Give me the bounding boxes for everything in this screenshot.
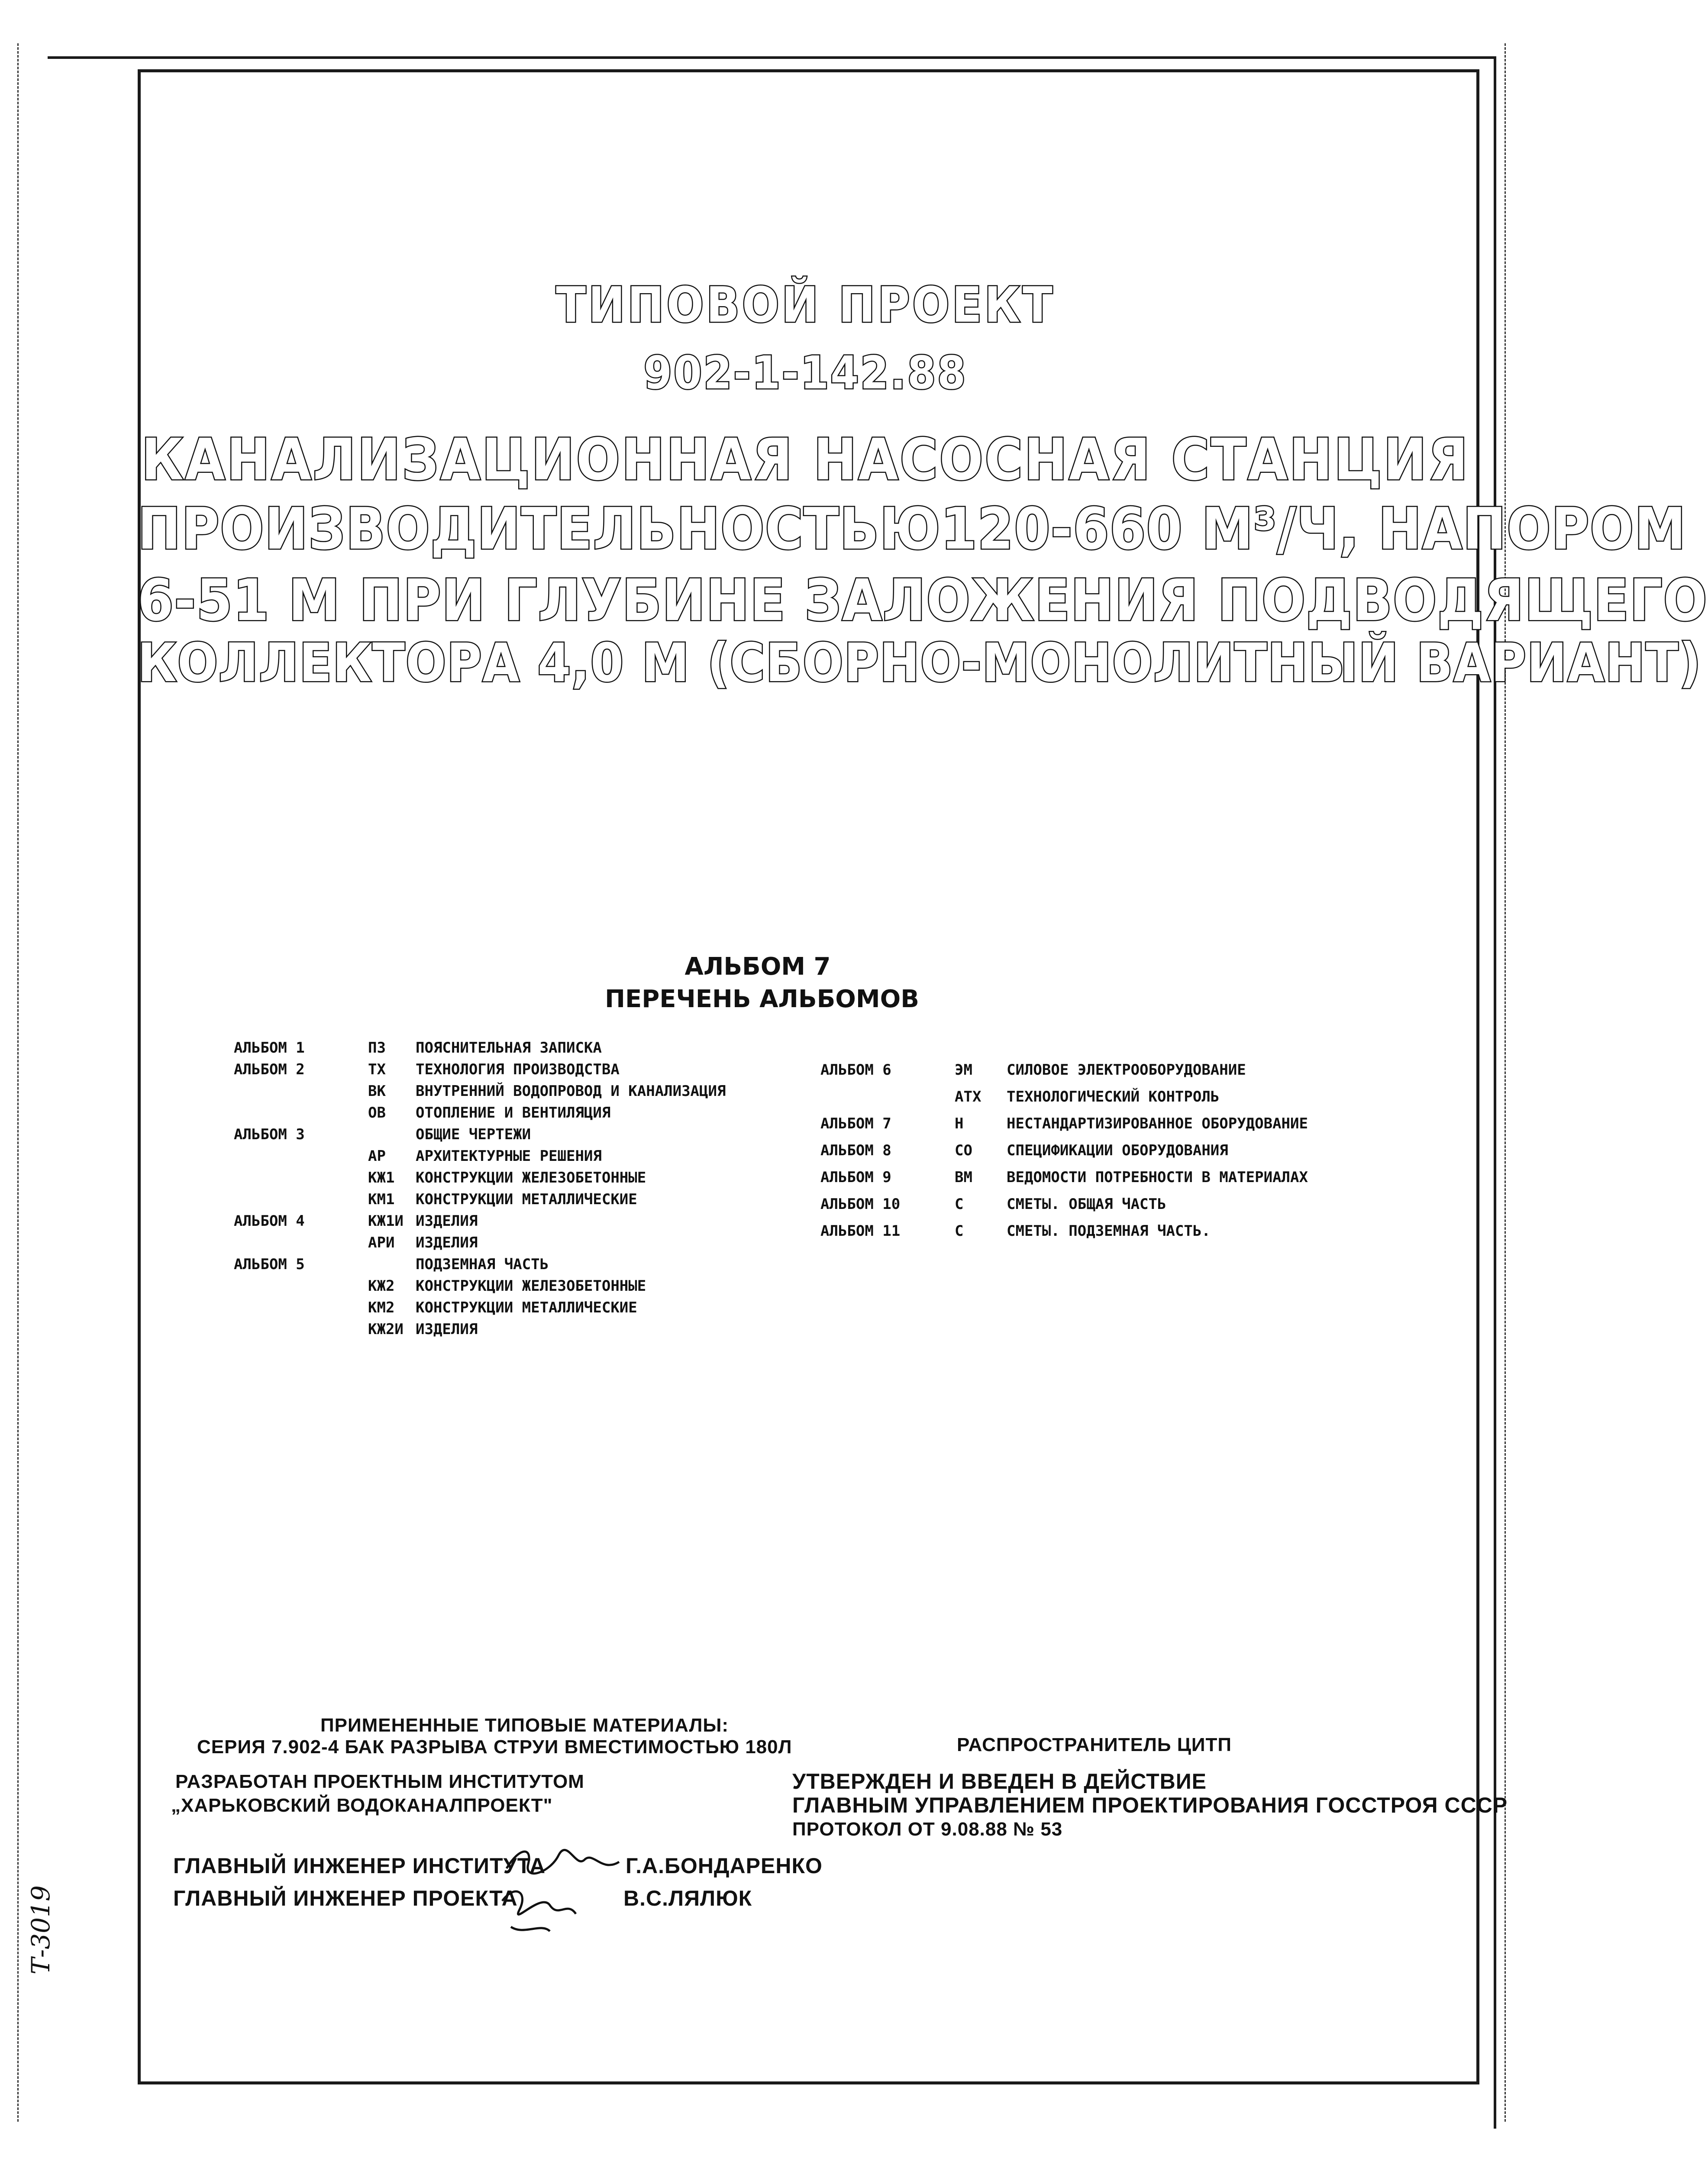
album-list-row bbox=[234, 1297, 726, 1318]
album-description: СПЕЦИФИКАЦИИ ОБОРУДОВАНИЯ bbox=[1007, 1142, 1228, 1159]
developed-by-1: РАЗРАБОТАН ПРОЕКТНЫМ ИНСТИТУТОМ bbox=[175, 1771, 584, 1792]
album-list-row bbox=[820, 1218, 1308, 1244]
album-code: АР bbox=[368, 1147, 386, 1165]
album-code: КЖ2И bbox=[368, 1321, 404, 1338]
album-code: ЭМ bbox=[955, 1061, 972, 1079]
album-code: КЖ1 bbox=[368, 1169, 395, 1186]
album-list-row bbox=[234, 1037, 726, 1059]
title-line-3: КАНАЛИЗАЦИОННАЯ НАСОСНАЯ СТАНЦИЯ bbox=[141, 427, 1470, 493]
album-description: СИЛОВОЕ ЭЛЕКТРООБОРУДОВАНИЕ bbox=[1007, 1061, 1246, 1079]
applied-materials-series: СЕРИЯ 7.902-4 БАК РАЗРЫВА СТРУИ ВМЕСТИМОСТЬЮ 180Л bbox=[197, 1736, 792, 1758]
album-description: ТЕХНОЛОГИЧЕСКИЙ КОНТРОЛЬ bbox=[1007, 1088, 1220, 1105]
album-description: КОНСТРУКЦИИ ЖЕЛЕЗОБЕТОННЫЕ bbox=[416, 1169, 646, 1186]
album-description: КОНСТРУКЦИИ МЕТАЛЛИЧЕСКИЕ bbox=[416, 1299, 637, 1316]
title-line-4: ПРОИЗВОДИТЕЛЬНОСТЬЮ120-660 М³/Ч, НАПОРОМ bbox=[138, 496, 1687, 562]
distributor: РАСПРОСТРАНИТЕЛЬ ЦИТП bbox=[957, 1734, 1232, 1755]
developed-by-2: „ХАРЬКОВСКИЙ ВОДОКАНАЛПРОЕКТ" bbox=[171, 1795, 553, 1816]
album-number: АЛЬБОМ 10 bbox=[820, 1196, 901, 1213]
left-album-list bbox=[234, 1037, 726, 1340]
album-description: СМЕТЫ. ПОДЗЕМНАЯ ЧАСТЬ. bbox=[1007, 1222, 1211, 1240]
album-number: АЛЬБОМ 8 bbox=[820, 1142, 891, 1159]
album-code: ОВ bbox=[368, 1104, 386, 1121]
album-number: АЛЬБОМ 5 bbox=[234, 1256, 305, 1273]
album-list-row bbox=[234, 1254, 726, 1275]
right-album-list bbox=[820, 1057, 1308, 1244]
album-description: НЕСТАНДАРТИЗИРОВАННОЕ ОБОРУДОВАНИЕ bbox=[1007, 1115, 1308, 1132]
album-list-row bbox=[234, 1318, 726, 1340]
album-description: ОТОПЛЕНИЕ И ВЕНТИЛЯЦИЯ bbox=[416, 1104, 611, 1121]
album-code: КМ1 bbox=[368, 1191, 395, 1208]
album-number: АЛЬБОМ 7 bbox=[820, 1115, 891, 1132]
album-description: ВНУТРЕННИЙ ВОДОПРОВОД И КАНАЛИЗАЦИЯ bbox=[416, 1082, 726, 1100]
album-number: АЛЬБОМ 1 bbox=[234, 1039, 305, 1057]
album-number: АЛЬБОМ 2 bbox=[234, 1061, 305, 1078]
left-margin-rule bbox=[17, 43, 19, 2122]
album-number: АЛЬБОМ 9 bbox=[820, 1169, 891, 1186]
approved-1: УТВЕРЖДЕН И ВВЕДЕН В ДЕЙСТВИЕ bbox=[792, 1769, 1207, 1793]
archive-stamp: Т-3019 bbox=[26, 1885, 55, 1974]
title-line-6: КОЛЛЕКТОРА 4,0 М (СБОРНО-МОНОЛИТНЫЙ ВАРИАНТ) bbox=[138, 632, 1702, 694]
applied-materials-title: ПРИМЕНЕННЫЕ ТИПОВЫЕ МАТЕРИАЛЫ: bbox=[320, 1715, 729, 1736]
album-list-title: ПЕРЕЧЕНЬ АЛЬБОМОВ bbox=[605, 985, 919, 1013]
album-list-row bbox=[820, 1083, 1308, 1110]
album-code: АТХ bbox=[955, 1088, 982, 1105]
album-code: КЖ1И bbox=[368, 1212, 404, 1230]
album-list-row bbox=[234, 1167, 726, 1189]
album-list-row bbox=[234, 1275, 726, 1297]
album-list-row bbox=[820, 1110, 1308, 1137]
album-code: ТХ bbox=[368, 1061, 386, 1078]
album-list-row bbox=[234, 1210, 726, 1232]
album-description: КОНСТРУКЦИИ ЖЕЛЕЗОБЕТОННЫЕ bbox=[416, 1277, 646, 1295]
album-code: С bbox=[955, 1196, 964, 1213]
album-code: ПЗ bbox=[368, 1039, 386, 1057]
album-description: КОНСТРУКЦИИ МЕТАЛЛИЧЕСКИЕ bbox=[416, 1191, 637, 1208]
doc-type-title: ТИПОВОЙ ПРОЕКТ bbox=[556, 277, 1055, 333]
album-list-row bbox=[234, 1145, 726, 1167]
album-code: КЖ2 bbox=[368, 1277, 395, 1295]
album-list-row bbox=[234, 1102, 726, 1124]
project-number: 902-1-142.88 bbox=[643, 346, 968, 399]
album-number: АЛЬБОМ 6 bbox=[820, 1061, 891, 1079]
chief-engineer-institute-name: Г.А.БОНДАРЕНКО bbox=[626, 1854, 823, 1878]
album-code: СО bbox=[955, 1142, 972, 1159]
album-list-row bbox=[234, 1189, 726, 1210]
album-number: АЛЬБОМ 3 bbox=[234, 1126, 305, 1143]
album-code: ВК bbox=[368, 1082, 386, 1100]
album-list-row bbox=[820, 1057, 1308, 1083]
album-code: С bbox=[955, 1222, 964, 1240]
approved-2: ГЛАВНЫМ УПРАВЛЕНИЕМ ПРОЕКТИРОВАНИЯ ГОССТРОЯ СССР bbox=[792, 1793, 1508, 1817]
album-code: КМ2 bbox=[368, 1299, 395, 1316]
album-description: СМЕТЫ. ОБЩАЯ ЧАСТЬ bbox=[1007, 1196, 1166, 1213]
album-list-row bbox=[820, 1137, 1308, 1164]
current-album: АЛЬБОМ 7 bbox=[684, 953, 831, 981]
album-list-row bbox=[820, 1164, 1308, 1191]
album-number: АЛЬБОМ 11 bbox=[820, 1222, 901, 1240]
album-list-row bbox=[234, 1124, 726, 1145]
approved-3: ПРОТОКОЛ ОТ 9.08.88 № 53 bbox=[792, 1819, 1063, 1840]
album-description: ВЕДОМОСТИ ПОТРЕБНОСТИ В МАТЕРИАЛАХ bbox=[1007, 1169, 1308, 1186]
album-description: ПОЯСНИТЕЛЬНАЯ ЗАПИСКА bbox=[416, 1039, 602, 1057]
chief-engineer-project-label: ГЛАВНЫЙ ИНЖЕНЕР ПРОЕКТА bbox=[173, 1886, 518, 1910]
chief-engineer-project-name: В.С.ЛЯЛЮК bbox=[623, 1886, 752, 1910]
album-list-row bbox=[234, 1232, 726, 1254]
album-description: ОБЩИЕ ЧЕРТЕЖИ bbox=[416, 1126, 531, 1143]
album-description: ИЗДЕЛИЯ bbox=[416, 1321, 478, 1338]
album-code: АРИ bbox=[368, 1234, 395, 1251]
title-line-5: 6-51 М ПРИ ГЛУБИНЕ ЗАЛОЖЕНИЯ ПОДВОДЯЩЕГО bbox=[138, 567, 1708, 634]
album-list-row bbox=[234, 1080, 726, 1102]
album-description: ИЗДЕЛИЯ bbox=[416, 1234, 478, 1251]
chief-engineer-institute-label: ГЛАВНЫЙ ИНЖЕНЕР ИНСТИТУТА bbox=[173, 1854, 546, 1878]
album-list-row bbox=[234, 1059, 726, 1080]
album-description: ИЗДЕЛИЯ bbox=[416, 1212, 478, 1230]
signature-lyalyuk bbox=[494, 1875, 580, 1940]
album-description: АРХИТЕКТУРНЫЕ РЕШЕНИЯ bbox=[416, 1147, 602, 1165]
album-list-row bbox=[820, 1191, 1308, 1218]
album-code: ВМ bbox=[955, 1169, 972, 1186]
album-code: Н bbox=[955, 1115, 964, 1132]
album-description: ТЕХНОЛОГИЯ ПРОИЗВОДСТВА bbox=[416, 1061, 620, 1078]
album-description: ПОДЗЕМНАЯ ЧАСТЬ bbox=[416, 1256, 549, 1273]
album-number: АЛЬБОМ 4 bbox=[234, 1212, 305, 1230]
